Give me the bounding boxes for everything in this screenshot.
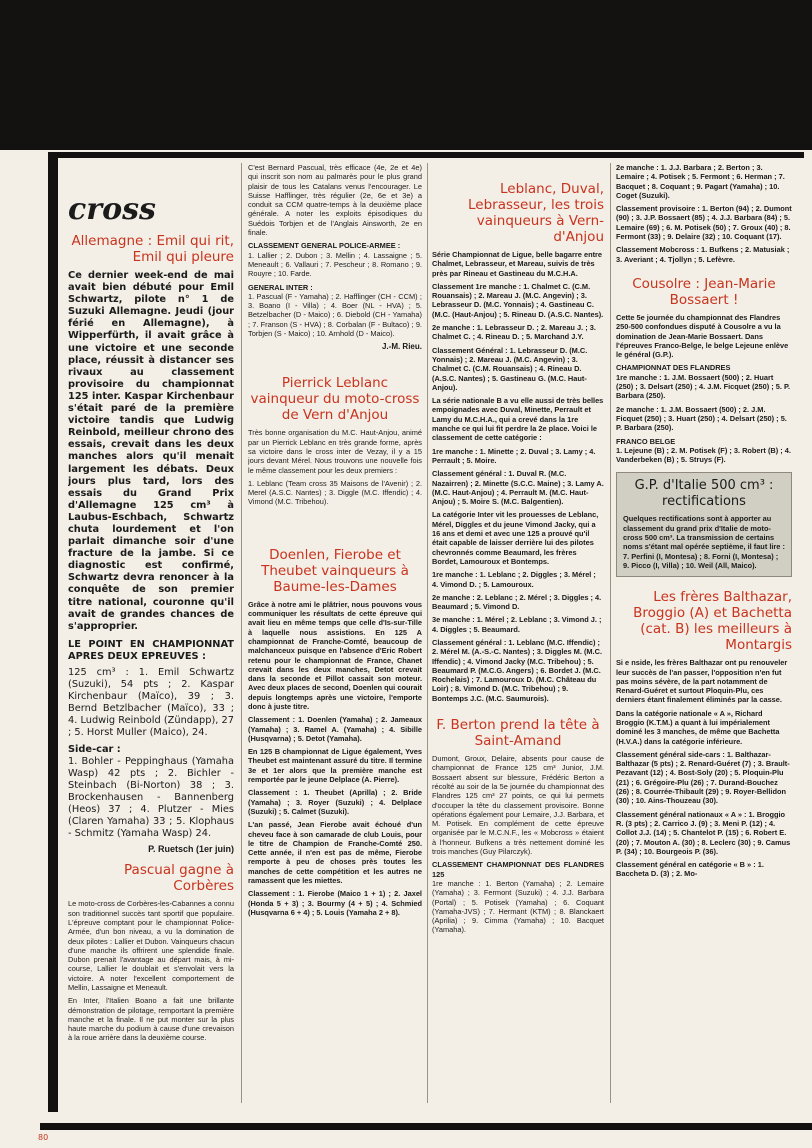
byline: J.-M. Rieu. [381,342,422,352]
sidecar-title: Side-car : [68,743,121,755]
column-rule [610,163,611,1103]
results-list: Classement : 1. Theubet (Aprilla) ; 2. Bride (Yamaha) ; 3. Royer (Suzuki) ; 4. Delplace (Suzuki) ; 5. Calmet (Suzuki). [248,788,422,816]
results-list: 1. Lallier ; 2. Dubon ; 3. Mellin ; 4. Lassaigne ; 5. Meneault ; 6. Vallauri ; 7. Pescheur ; 8. Romano ; 9. Rouyre ; 10. Farde. [248,250,422,279]
article-text: Si e nside, les frères Balthazar ont pu renouveler leur succès de l'an passer, l'opposition n'en fut pas moins sévère, de la part notamment de Renard-Guéret et surtout Ploquin-Plu, ces derniers étant finalement éliminés par la casse. [616,658,788,705]
results-list: Classement Général : 1. Lebrasseur D. (M.C. Yonnais) ; 2. Mareau J. (M.C. Angevin) ; 3. Chalmet C. (C.M. Rouansais) ; 4. Rineau D. (A.S.C. Nantes) ; 5. Gastineau G. (M.C. Haut-Anjou). [432,345,588,392]
column-1 [68,163,234,1047]
standings-title: LE POINT EN CHAMPIONNAT APRES DEUX EPREUVES : [68,638,234,662]
lead-paragraph: Grâce à notre ami le plâtrier, nous pouvons vous communiquer les résultats de cette épreuve qui avait lieu en même temps que celle d'Is-sur-Tille à laquelle nous assistions. En 125 A championnat de Franche-Comté, beaucoup de malchanceux puisque en l'absence d'Eric Robert retenu pour le championnat de France, Chanet crevait dans les deux manches, Detot crevait dans la seconde et Pillot cassait son moteur. Avec deux places de second, Doenlen qui courait depuis longtemps après une victoire, l'emporte donc à juste titre. [248,599,422,711]
byline: P. Ruetsch (1er juin) [148,844,234,855]
bottom-dark-rule [40,1123,812,1130]
standings-125: 125 cm³ : 1. Emil Schwartz (Suzuki), 54 pts ; 2. Kaspar Kirchenbaur (Maïco), 39 ; 3. Bernd Betzlbacher (Maïco), 33 ; 4. Ludwig Reinbold (Zündapp), 27 ; 5. Horst Muller (Maico), 24. [68,667,234,739]
article-text: Cette 5e journée du championnat des Flandres 250-500 confondues disputé à Cousolre a vu la domination de Jean-Marie Bossaert. Dans l'épreuves Franco-Belge, le belge Lejeune enlève le général (G.P.). [616,312,789,360]
box-title: G.P. d'Italie 500 cm³ : rectifications [634,478,774,510]
results-list: Classement général : 1. Leblanc (M.C. Iffendic) ; 2. Mérel M. (A.-S.-C. Nantes) ; 3. Diggles M. (M.C. Iffendic) ; 4. Vimond Jacky (M.C. Tribehou) ; 5. Beaumard P. (M.C.G. Angers) ; 6. Bordet J. (M.C. Rochelais) ; 7. Lamouroux D. (M.C. Château du Loir) ; 8. Vimond D. (M.C. Tribehou) ; 9. Bontemps J.C. (M.C. Saumurois). [432,637,603,703]
column-3 [432,163,604,939]
article-text: L'an passé, Jean Fierobe avait échoué d'un cheveu face à son camarade de club Louis, pour le titre de Champion de Franche-Comté 250. Cette année, il n'en est pas de même, Fierobe remporte à peu de choses près toutes les manches de cette compétition et les autres ne ramassent que les miettes. [248,820,422,886]
results-list: Classement Mobcross : 1. Bufkens ; 2. Matusiak ; 3. Averiant ; 4. Tjollyn ; 5. Lefèvre. [616,245,790,264]
results-list: 2e manche : 2. Leblanc ; 2. Mérel ; 3. Diggles ; 4. Beaumard ; 5. Vimond D. [432,592,602,612]
lead-paragraph: Ce dernier week-end de mai avait bien débuté pour Emil Schwartz, pilote n° 1 de Suzuki Allemagne. Jeudi (jour férié en Allemagne), à Wipperfürth, il avait grâce à une victoire et une seconde place, réussit à distancer ses rivaux au classement provisoire du championnat 125 inter. Kaspar Kirchenbaur s'était paré de la première victoire tandis que Ludwig Reinbold, meilleur chrono des essais, crevait dans les deux manches alors qu'il menait largement les débats. Deux jours plus tard, lors des essais du Grand Prix d'Allemagne 125 cm³ à Laubus-Eschbach, Schwartz chuta lourdement et l'on parlait dimanche soir d'une fracture de la jambe. Si ce diagnostic est confirmé, Schwartz devra renoncer à la conquête de son premier titre national, couronne qu'il avait de grandes chances de s'approprier. [68,270,234,632]
column-rule [427,163,428,1103]
article-text: Le moto-cross de Corbères-les-Cabannes a connu son traditionnel succès tant sportif que populaire. L'épreuve comptant pour le championnat Police-Armée, d'un bon niveau, a vu la domination de deux pilotes : Lallier et Dubon. Vainqueurs chacun d'une manche ils offrirent une splendide finale. Dubon prenait l'avantage au départ mais, à mi-course, Lallier le doublait et s'envolait vers la victoire. A noter l'excellent comportement de Mellin, Lassaigne et Meneault. [68,899,234,992]
article-text: La catégorie Inter vit les prouesses de Leblanc, Mérel, Diggles et du jeune Vimond Jacky, qui a 16 ans et demi et avec une 125 a prouvé qu'il était capable de laisser derrière lui des pilotes chevronnés comme Beaumard, les frères Bordet, Lamouroux et Bontemps. [432,510,599,566]
results-list: Classement général side-cars : 1. Balthazar-Balthazar (5 pts) ; 2. Renard-Guéret (7) ; 3. Brault-Pezavant (12) ; 4. Bost-Soly (20) ; 5. Ploquin-Plu (21) ; 6. Grégoire-Plu (26) ; 7. Durand-Bouchez (26) ; 8. Courrée-Thibault (29) ; 9. Royer-Bellidon (30) ; 10. Ains-Thouzeau (30). [616,749,790,806]
results-title: GENERAL INTER : [248,282,313,292]
rectifications-box [616,472,792,577]
results-list: Classement : 1. Fierobe (Maico 1 + 1) ; 2. Jaxel (Honda 5 + 3) ; 3. Bourmy (4 + 5) ; 4. Schmied (Husqvarna 6 + 4) ; 5. Louis (Yamaha 2 + 8). [248,889,422,917]
top-dark-band [0,0,812,150]
results-list: Classement : 1. Doenlen (Yamaha) ; 2. Jameaux (Yamaha) ; 3. Ramel A. (Yamaha) ; 4. Sibille (Husqvarna) ; 5. Detot (Yamaha). [248,715,422,743]
box-text: Quelques rectifications sont à apporter au classement du grand prix d'Italie de moto-cross 500 cm³. La transmission de certains noms s'étant mal opérée septième, il faut lire : 7. Perfini (I, Montesa) ; 8. Forni (I, Montesa) ; 9. Picco (I, Villa) ; 10. Weil (All, Maico). [623,514,785,570]
headline-saint-amand: F. Berton prend la tête à Saint-Amand [436,717,600,750]
column-4 [616,163,792,883]
article-text: C'est Bernard Pascual, très efficace (4e, 2e et 4e) qui inscrit son nom au palmarès pour le plus grand plaisir de tous les Catalans venus l'encourager. Le Suisse Hafflinger, très régulier (2e, 6e et 3e) a conduit sa CCM quatre-temps à la deuxième place générale. A noter les exploits épisodiques du Suédois Torbjen et de l'Anglais Ainsworth, 2e en finale. [248,163,422,238]
headline-corberes: Pascual gagne à Corbères [124,862,234,895]
standings-sidecar: 1. Bohler - Peppinghaus (Yamaha Wasp) 42 pts ; 2. Bichler - Steinbach (Bi-Norton) 38 ; 3. Brockenhausen - Bannenberg (Heos) 37 ; 4. Plutzer - Mies (Claren Yamaha) 33 ; 5. Klophaus - Schmitz (Yamaha Wasp) 24. [68,755,234,840]
results-list: 2e manche : 1. J.M. Bossaert (500) ; 2. J.M. Ficquet (250) ; 3. Huart (250) ; 4. Delsart (250) ; 5. P. Barbara (250). [616,404,787,433]
column-rule [241,163,242,1103]
results-list: Classement général en catégorie « B » : 1. Baccheta D. (3) ; 2. Mo- [616,860,764,879]
article-text: Dumont, Groux, Delaire, absents pour cause de championnat de France 125 cm³ Junior, J.M. Bossaert absent sur blessure, Frédéric Berton a récolté au soir de la 5e journée du championnat des Flandres 125 cm³ 27 points, ce qui lui permets d'occuper la tête du classement provisoire. Bonne opérations également pour Lemaire, J.J. Barbara, et M. Potisek. En complément de cette épreuve organisée par le M.C.N.F., les « Mobcross » étaient à l'honneur. Bufkens a très nettement dominé les trois manches (Guy Pilarczyk). [432,754,604,857]
results-list: 2e manche : 1. J.J. Barbara ; 2. Berton ; 3. Lemaire ; 4. Potisek ; 5. Fermont ; 6. Herman ; 7. Bacquet ; 8. Coquant ; 9. Pagart (Yamaha) ; 10. Coget (Suzuki). [616,163,785,200]
results-title: CLASSEMENT CHAMPIONNAT DES FLANDRES 125 [432,860,604,879]
page-number: 80 [38,1133,49,1142]
article-text: Dans la catégorie nationale « A », Richard Broggio (K.T.M.) a quant à lui impérialement dominé les 3 manches, de même que Bachetta (H.V.A.) dans la catégorie inférieure. [616,708,780,746]
results-list: 1. Lejeune (B) ; 2. M. Potisek (F) ; 3. Robert (B) ; 4. Vanderbeken (B) ; 5. Struys (F). [616,445,791,465]
article-text: Très bonne organisation du M.C. Haut-Anjou, animé par un Pierrick Leblanc en très grande forme, après sa victoire dans le cross inter de Vezay, il y a 15 jours devant Mérel. Nous trouvons une nouvelle fois le même classement pour les deux premiers : [248,428,422,475]
results-list: 1. Leblanc (Team cross 35 Maisons de l'Avenir) ; 2. Merel (A.S.C. Nantes) ; 3. Diggle (M.C. Iffendic) ; 4. Vimond (M.C. Tribehou). [248,478,422,507]
column-2 [248,163,422,921]
headline-allemagne: Allemagne : Emil qui rit, Emil qui pleure [71,233,234,265]
results-list: Classement 1re manche : 1. Chalmet C. (C.M. Rouansais) ; 2. Mareau J. (M.C. Angevin) ; 3. Lebrasseur D. (M.C. Yonnais) ; 4. Gastineau C. (M.C. (Haut-Anjou) ; 5. Rineau D. (A.S.C. Nantes). [432,281,604,319]
results-list: Classement général nationaux « A » : 1. Broggio R. (3 pts) ; 2. Carrico J. (9) ; 3. Meni P. (12) ; 4. Collot J.J. (14) ; 5. Chantelot P. (15) ; 6. Robert E. (20) ; 7. Mouton A. (30) ; 8. Leclerc (30) ; 9. Camus P. (34) ; 10. Bourgeois P. (36). [616,809,791,856]
section-kicker: cross [68,192,156,227]
results-list: 1re manche : 1. Minette ; 2. Duval ; 3. Lamy ; 4. Perrault ; 5. Moire. [432,446,596,465]
results-list: Classement provisoire : 1. Berton (94) ; 2. Dumont (90) ; 3. J.P. Bossaert (85) ; 4. J.J. Barbara (84) ; 5. Lemaire (69) ; 6. M. Potisek (50) ; 7. Groux (40) ; 8. Fermont (33) ; 9. Delaire (32) ; 10. Coquant (17). [616,204,792,242]
article-text: La série nationale B a vu elle aussi de très belles empoignades avec Duval, Minette, Perrault et Lamy du M.C.H.A., qui a crevé dans la 1re manche ce qui lui fit perdre la 2e place. Voici le classement de cette catégorie : [432,396,604,443]
article-text: En Inter, l'Italien Boano a fait une brillante démonstration de pilotage, remportant la première manche et la finale. Il ne put monter sur la plus haute marche du podium à cause d'une crevaison à la roue arrière dans la deuxième course. [68,996,234,1043]
results-list: 1re manche : 1. J.M. Bossaert (500) ; 2. Huart (250) ; 3. Delsart (250) ; 4. J.M. Ficquet (250) ; 5. P. Barbara (250). [616,372,791,401]
results-list: 2e manche : 1. Lebrasseur D. ; 2. Mareau J. ; 3. Chalmet C. ; 4. Rineau D. ; 5. Marchand J.Y. [432,323,596,342]
results-list: 3e manche : 1. Mérel ; 2. Leblanc ; 3. Vimond J. ; 4. Diggles ; 5. Beaumard. [432,615,602,634]
results-list: 1. Pascual (F - Yamaha) ; 2. Hafflinger (CH - CCM) ; 3. Boano (I - Villa) ; 4. Boer (NL - HVA) ; 5. Betzelbacher (D - Maico) ; 6. Diebold (CH - Yamaha) ; 7. Franson (S - HVA) ; 8. Corbalan (F - Bultaco) ; 9. Torbjen (S - Maico) ; 10. Arnhold (D - Maico). [248,291,422,339]
results-list: 1re manche : 1. Leblanc ; 2. Diggles ; 3. Mérel ; 4. Vimond D. ; 5. Lamouroux. [432,570,596,589]
headline-cousolre: Cousolre : Jean-Marie Bossaert ! [632,275,776,308]
headline-leblanc: Pierrick Leblanc vainqueur du moto-cross de Vern d'Anjou [250,375,420,424]
results-title: CLASSEMENT GENERAL POLICE-ARMEE : [248,241,401,251]
results-list: 1re manche : 1. Berton (Yamaha) ; 2. Lemaire (Yamaha) ; 3. Fermont (Suzuki) ; 4. J.J. Barbara (Portal) ; 5. Potisek (Yamaha) ; 6. Coquant (Yamaha-JVS) ; 7. Hermant (KTM) ; 8. Blanckaert (Aprilia) ; 9. Cimma (Yamaha) ; 10. Bacquet (Yamaha). [432,878,604,935]
headline-montargis: Les frères Balthazar, Broggio (A) et Bachetta (cat. B) les meilleurs à Montargis [633,589,792,654]
lead-paragraph: Série Championnat de Ligue, belle bagarre entre Chalmet, Lebrasseur, et Mareau, suivis de très près par Rineau et Gastineau du M.C.H.A. [432,250,603,278]
results-list: Classement général : 1. Duval R. (M.C. Nazairren) ; 2. Minette (S.C.C. Maine) ; 3. Lamy A. (M.C. Haut-Anjou) ; 4. Perrault M. (M.C. Haut-Anjou) ; 5. Moire S. (M.C. Balgentien). [432,469,604,507]
results-title: CHAMPIONNAT DES FLANDRES [616,363,731,373]
results-title: FRANCO BELGE [616,436,676,446]
headline-baume: Doenlen, Fierobe et Theubet vainqueurs à Baume-les-Dames [261,546,409,595]
headline-vern-anjou: Leblanc, Duval, Lebrasseur, les trois vainqueurs à Vern-d'Anjou [467,181,604,245]
article-text: En 125 B championnat de Ligue également, Yves Theubet est maintenant assuré du titre. Il termine 3e et 1er alors que la première manche est remportée par le jeune Delplace (A. Pierre). [248,747,422,785]
